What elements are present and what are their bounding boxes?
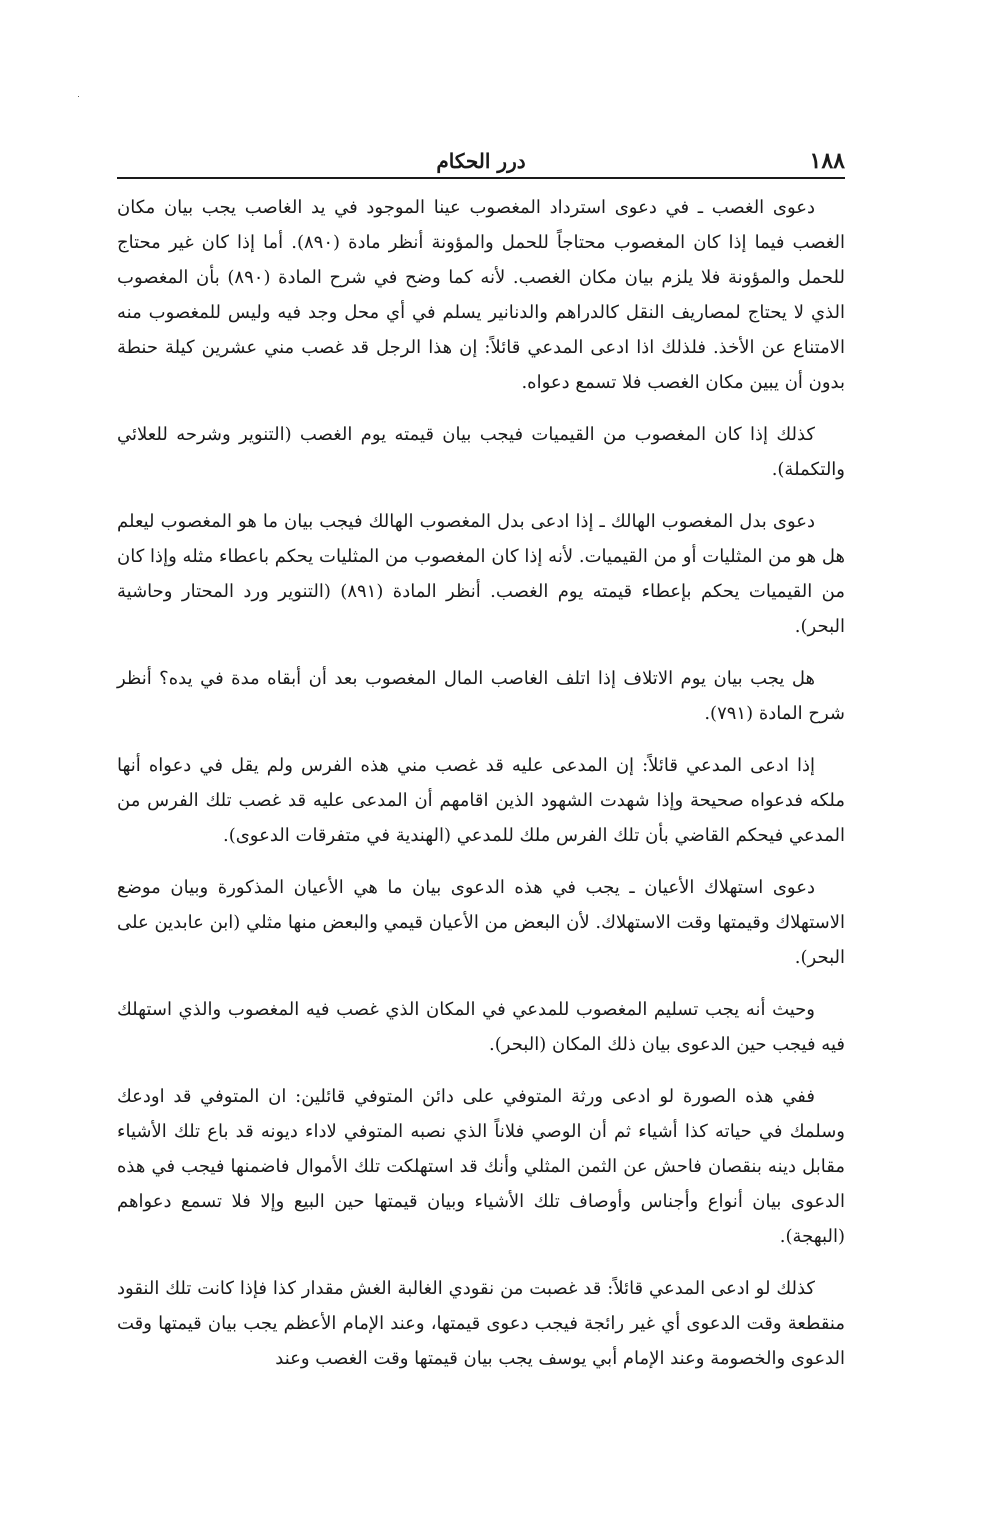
- header-rule: [117, 177, 845, 179]
- paragraph-consumption-claim: دعوى استهلاك الأعيان ـ يجب في هذه الدعوى بيان ما هي الأعيان المذكورة وبيان موضع الاستهلاك وقيمتها وقت الاستهلاك. لأن البعض من الأعيان قيمي والبعض منها مثلي (ابن عابدين على البحر).: [117, 877, 845, 968]
- paragraph-valued-items: كذلك إذا كان المغصوب من القيميات فيجب بيان قيمته يوم الغصب (التنوير وشرحه للعلائي والتكملة).: [117, 424, 845, 480]
- paragraph-debased-coins: كذلك لو ادعى المدعي قائلاً: قد غصبت من نقودي الغالبة الغش مقدار كذا فإذا كانت تلك النقود منقطعة وقت الدعوى أي غير رائجة فيجب دعوى قيمتها، وعند الإمام الأعظم يجب بيان قيمتها وقت الدعوى والخصومة وعند الإمام أبي يوسف يجب بيان قيمتها وقت الغصب وعند: [117, 1278, 845, 1369]
- paragraph-usurpation-claim: دعوى الغصب ـ في دعوى استرداد المغصوب عينا الموجود في يد الغاصب يجب بيان مكان الغصب فيما إذا كان المغصوب محتاجاً للحمل والمؤونة أنظر مادة (٨٩٠). أما إذا كان غير محتاج للحمل والمؤونة فلا يلزم بيان مكان الغصب. لأنه كما وضح في شرح المادة (٨٩٠) بأن المغصوب الذي لا يحتاج لمصاريف النقل كالدراهم والدنانير يسلم في أي محل وجد فيه وليس للمغصوب منه الامتناع عن الأخذ. فلذلك اذا ادعى المدعي قائلاً: إن هذا الرجل قد غصب مني عشرين كيلة حنطة بدون أن يبين مكان الغصب فلا تسمع دعواه.: [117, 197, 846, 393]
- body-text: [117, 190, 845, 1393]
- paragraph-horse-claim: إذا ادعى المدعي قائلاً: إن المدعى عليه قد غصب مني هذه الفرس ولم يقل في دعواه أنها ملكه فدعواه صحيحة وإذا شهدت الشهود الذين اقامهم أن المدعى عليه قد غصب تلك الفرس من المدعي فيحكم القاضي بأن تلك الفرس ملك للمدعي (الهندية في متفرقات الدعوى).: [117, 755, 845, 846]
- running-title: درر الحكام: [436, 149, 526, 173]
- page-header: [117, 146, 845, 176]
- page-number: ١٨٨: [809, 148, 845, 174]
- scan-speck: [78, 96, 79, 97]
- paragraph-heirs-claim: ففي هذه الصورة لو ادعى ورثة المتوفي على دائن المتوفي قائلين: ان المتوفي قد اودعك وسلمك في حياته كذا أشياء ثم أن الوصي فلاناً الذي نصبه المتوفي لاداء ديونه قد باع تلك الأشياء مقابل دينه بنقصان فاحش عن الثمن المثلي وأنك قد استهلكت تلك الأموال فاضمنها فيجب في هذه الدعوى بيان أنواع وأجناس وأوصاف تلك الأشياء وبيان قيمتها حين البيع وإلا فلا تسمع دعواهم (البهجة).: [117, 1086, 845, 1247]
- paragraph-delivery-place: وحيث أنه يجب تسليم المغصوب للمدعي في المكان الذي غصب فيه المغصوب والذي استهلك فيه فيجب حين الدعوى بيان ذلك المكان (البحر).: [117, 999, 845, 1055]
- paragraph-destroyed-substitute: دعوى بدل المغصوب الهالك ـ إذا ادعى بدل المغصوب الهالك فيجب بيان ما هو المغصوب ليعلم هل هو من المثليات أو من القيميات. لأنه إذا كان المغصوب من المثليات يحكم باعطاء مثله وإذا كان من القيميات يحكم بإعطاء قيمته يوم الغصب. أنظر المادة (٨٩١) (التنوير ورد المحتار وحاشية البحر).: [117, 511, 845, 637]
- paragraph-destruction-day: هل يجب بيان يوم الاتلاف إذا اتلف الغاصب المال المغصوب بعد أن أبقاه مدة في يده؟ أنظر شرح المادة (٧٩١).: [117, 668, 845, 724]
